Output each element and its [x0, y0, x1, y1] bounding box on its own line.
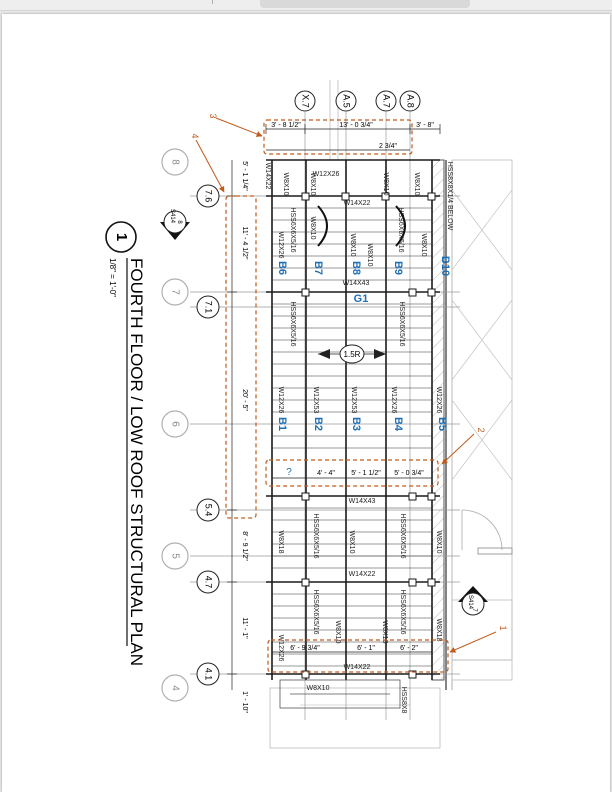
grid-bubble-a7	[376, 91, 396, 111]
svg-text:W12X26: W12X26	[277, 231, 284, 259]
svg-text:W14X22: W14X22	[343, 664, 371, 671]
svg-text:W12X26: W12X26	[277, 386, 284, 414]
callout-1[interactable]: 1	[498, 625, 508, 631]
svg-text:W8X10: W8X10	[306, 685, 330, 692]
svg-text:W8X10: W8X10	[435, 530, 442, 554]
grid-bubble-7-6	[197, 185, 219, 207]
beam-tag-b6: B6	[276, 260, 288, 276]
member-labels	[264, 162, 453, 714]
beam-tag-b9: B9	[392, 260, 404, 276]
beam-tag-b4: B4	[392, 416, 404, 432]
section-marker-7	[458, 586, 488, 615]
span-mark-1-5r	[318, 345, 386, 363]
beam-tag-b7: B7	[312, 260, 324, 276]
title-number: 1	[113, 232, 131, 242]
svg-text:W8X10: W8X10	[366, 243, 373, 267]
left-dimensions	[227, 160, 248, 713]
callout-2[interactable]: 2	[476, 427, 486, 433]
svg-text:W14X22: W14X22	[343, 200, 371, 207]
dim-top-2: 13' - 0 3/4"	[339, 122, 373, 129]
grid-column-bubbles	[295, 91, 420, 111]
dim-low-2: 6' - 1"	[357, 645, 375, 652]
svg-text:W8X10: W8X10	[413, 172, 420, 196]
svg-text:W12X26: W12X26	[312, 171, 340, 178]
svg-text:4.1: 4.1	[203, 667, 214, 681]
beam-tag-b2: B2	[312, 416, 324, 432]
svg-text:W12X26: W12X26	[435, 386, 442, 414]
svg-text:W8X10: W8X10	[309, 216, 316, 240]
dim-top-3: 3' - 8"	[416, 122, 434, 129]
svg-text:1.5R: 1.5R	[343, 350, 361, 359]
svg-text:W8X10: W8X10	[348, 530, 355, 554]
svg-text:4: 4	[169, 685, 181, 691]
svg-text:W8X10: W8X10	[309, 172, 316, 196]
beam-tag-b5: B5	[436, 416, 448, 432]
grid-bubble-8	[162, 149, 188, 175]
grid-bubble-7	[162, 279, 188, 305]
dim-left-2: 11' - 4 1/2"	[241, 226, 248, 260]
svg-text:7.6: 7.6	[203, 189, 214, 203]
svg-text:7.1: 7.1	[203, 300, 214, 314]
svg-text:HSS6X6X5/16: HSS6X6X5/16	[397, 207, 404, 253]
dim-left-3: 20' - 5"	[241, 389, 248, 411]
grid-bubble-7-1	[197, 296, 219, 318]
grid-bubble-a5	[336, 91, 356, 111]
svg-text:W8X18: W8X18	[277, 530, 284, 554]
svg-text:5: 5	[169, 553, 181, 559]
grid-bubble-4	[162, 675, 188, 701]
svg-text:HSS6X6X5/16: HSS6X6X5/16	[289, 301, 296, 347]
grid-bubble-4-7	[197, 571, 219, 593]
grid-bubble-6	[162, 411, 188, 437]
svg-text:HSS6X6X5/16: HSS6X6X5/16	[289, 207, 296, 253]
svg-text:HSS8X8X1/4 BELOW: HSS8X8X1/4 BELOW	[446, 161, 453, 231]
callout-3[interactable]: 3	[208, 113, 218, 119]
svg-text:A.7: A.7	[381, 94, 392, 108]
svg-text:S414: S414	[169, 208, 175, 224]
svg-text:W14X22: W14X22	[264, 162, 271, 190]
detail-cut-arcs	[318, 206, 405, 246]
dim-top-1: 3' - 8 1/2"	[271, 122, 301, 129]
stair-block	[280, 680, 400, 708]
callout-4[interactable]: 4	[190, 133, 200, 139]
svg-text:5.4: 5.4	[203, 503, 214, 517]
svg-text:7: 7	[471, 608, 477, 612]
svg-text:7: 7	[169, 289, 181, 295]
dim-left-5: 11' - 1"	[241, 617, 248, 639]
beam-tag-b3: B3	[350, 416, 362, 432]
svg-text:W12X26: W12X26	[277, 634, 284, 662]
title-scale: 1/8" = 1'-0"	[108, 258, 117, 298]
svg-text:8: 8	[176, 220, 182, 224]
grid-bubble-5	[162, 543, 188, 569]
svg-text:HSS6X6X5/16: HSS6X6X5/16	[312, 589, 319, 635]
svg-text:W12X53: W12X53	[312, 386, 319, 414]
svg-text:W14X22: W14X22	[348, 571, 376, 578]
page-tab-icon[interactable]	[212, 0, 213, 4]
section-marker-8	[160, 209, 190, 240]
title-block	[106, 222, 146, 666]
svg-text:W8X10: W8X10	[420, 233, 427, 257]
grid-lines	[190, 112, 460, 720]
dim-mid-3: 5' - 0 3/4"	[394, 470, 424, 477]
mid-bay-dimensions	[272, 467, 432, 478]
dim-left-4: 8' - 9 1/2"	[241, 531, 248, 561]
beam-tag-b1: B1	[276, 416, 288, 432]
beam-tag-g1: G1	[353, 293, 369, 305]
svg-text:X.7: X.7	[300, 94, 311, 108]
beam-tag-b8: B8	[350, 260, 362, 276]
svg-text:8: 8	[169, 159, 181, 165]
dim-low-3: 6' - 2"	[400, 645, 418, 652]
svg-text:W8X18: W8X18	[435, 618, 442, 642]
grid-bubble-x7	[295, 91, 315, 111]
beam-tag-b10: B10	[439, 255, 451, 277]
svg-text:4.7: 4.7	[203, 575, 214, 589]
dim-mid-2: 5' - 1 1/2"	[351, 470, 381, 477]
svg-text:W14X43: W14X43	[348, 498, 376, 505]
dim-unknown: ?	[286, 467, 292, 478]
svg-text:W8X10: W8X10	[349, 233, 356, 257]
grid-bubble-5-4	[197, 499, 219, 521]
page-title: FOURTH FLOOR / LOW ROOF STRUCTURAL PLAN	[127, 258, 146, 667]
svg-text:HSS6X6X5/16: HSS6X6X5/16	[399, 589, 406, 635]
svg-text:W8X10: W8X10	[381, 620, 388, 644]
svg-text:W14X43: W14X43	[342, 280, 370, 287]
svg-text:S414: S414	[467, 594, 473, 610]
svg-text:W8X10: W8X10	[334, 620, 341, 644]
svg-text:HSS6X6X5/16: HSS6X6X5/16	[399, 513, 406, 559]
svg-text:W8X10: W8X10	[282, 172, 289, 196]
markup-clouds	[226, 120, 448, 672]
svg-text:A.5: A.5	[341, 94, 352, 108]
joists	[272, 208, 432, 666]
markup-cloud-4[interactable]	[226, 196, 256, 518]
svg-text:A.8: A.8	[405, 94, 416, 108]
dim-left-6: 1' - 10"	[241, 691, 248, 713]
svg-text:W12X53: W12X53	[350, 386, 357, 414]
svg-text:HSS8X8: HSS8X8	[400, 686, 407, 714]
dim-top-4: 2 3/4"	[378, 143, 398, 150]
svg-text:6: 6	[169, 421, 181, 427]
svg-text:HSS6X6X5/16: HSS6X6X5/16	[312, 513, 319, 559]
top-dimensions	[266, 122, 440, 150]
grid-bubble-4-1	[197, 663, 219, 685]
page-tab[interactable]	[260, 0, 470, 8]
viewer-toolbar	[0, 0, 612, 11]
svg-text:W8X10: W8X10	[382, 172, 389, 196]
svg-text:HSS6X6X5/16: HSS6X6X5/16	[398, 301, 405, 347]
svg-text:W12X26: W12X26	[390, 386, 397, 414]
drawing-page	[2, 14, 610, 792]
dim-mid-1: 4' - 4"	[317, 470, 335, 477]
dim-low-1: 6' - 9 3/4"	[290, 645, 320, 652]
structural-plan	[2, 14, 610, 792]
grid-bubble-a8	[400, 91, 420, 111]
dim-left-1: 5' - 1 1/4"	[241, 161, 248, 191]
low-bay-dimensions	[272, 645, 432, 652]
